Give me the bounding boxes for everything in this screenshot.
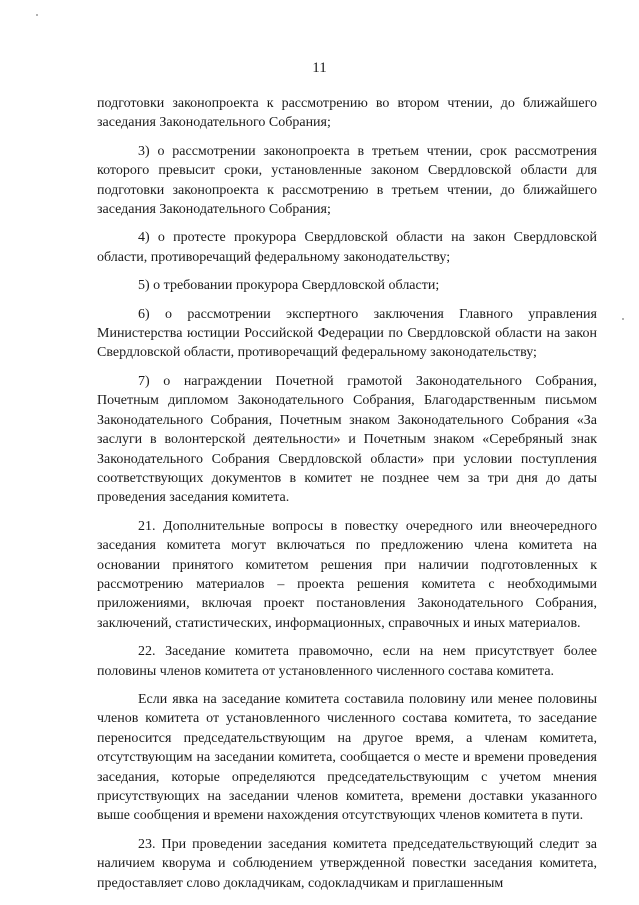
- paragraph-item-6: 6) о рассмотрении экспертного заключения Главного управления Министерства юстиции Российской Федерации по Свердловской области на закон Свердловской области, противоречащий федеральному законодательству;: [97, 306, 597, 361]
- paragraph-item-7: 7) о награждении Почетной грамотой Законодательного Собрания, Почетным дипломом Законодательного Собрания, Благодарственным письмом Законодательного Собрания, Почетным знаком Законодательного Собрания «За заслуги в волонтерской деятельности» и Почетным знаком «Серебряный знак Законодательного Собрания Свердловской области» при условии поступления соответствующих документов в комитет не позднее чем за три дня до даты проведения заседания комитета.: [97, 373, 597, 506]
- page-number: 11: [312, 60, 327, 76]
- paragraph-continuation: подготовки законопроекта к рассмотрению во втором чтении, до ближайшего заседания Законодательного Собрания;: [97, 96, 597, 131]
- paragraph-22: 22. Заседание комитета правомочно, если на нем присутствует более половины членов комитета от установленного численного состава комитета.: [97, 644, 597, 679]
- paragraph-21: 21. Дополнительные вопросы в повестку очередного или внеочередного заседания комитета могут включаться по предложению члена комитета на основании принятого комитетом решения при наличии подготовленных к рассмотрению материалов – проекта решения комитета с необходимыми приложениями, включая проект постановления Законодательного Собрания, заключений, статистических, информационных, справочных и иных материалов.: [97, 518, 597, 631]
- paragraph-23: 23. При проведении заседания комитета председательствующий следит за наличием кворума и соблюдением утвержденной повестки заседания комитета, предоставляет слово докладчикам, содокладчикам и приглашенным: [97, 836, 597, 891]
- document-body: [97, 94, 597, 902]
- paragraph-item-5: 5) о требовании прокурора Свердловской области;: [138, 278, 440, 294]
- scan-speck: [36, 14, 38, 16]
- paragraph-item-4: 4) о протесте прокурора Свердловской области на закон Свердловской области, противоречащий федеральному законодательству;: [97, 230, 597, 265]
- paragraph-22-quorum: Если явка на заседание комитета составила половину или менее половины членов комитета от установленного численного состава комитета, то заседание переносится председательствующим на другое время, а членам комитета, отсутствующим на заседании комитета, сообщается о месте и времени проведения заседания, которые определяются председательствующим с учетом мнения присутствующих на заседании членов комитета, времени доставки указанного выше сообщения и времени нахождения отсутствующих членов комитета в пути.: [97, 691, 597, 824]
- paragraph-item-3: 3) о рассмотрении законопроекта в третьем чтении, срок рассмотрения которого превысит сроки, установленные законом Свердловской области для подготовки законопроекта к рассмотрению в третьем чтении, до ближайшего заседания Законодательного Собрания;: [97, 143, 597, 218]
- scan-speck: [622, 318, 624, 320]
